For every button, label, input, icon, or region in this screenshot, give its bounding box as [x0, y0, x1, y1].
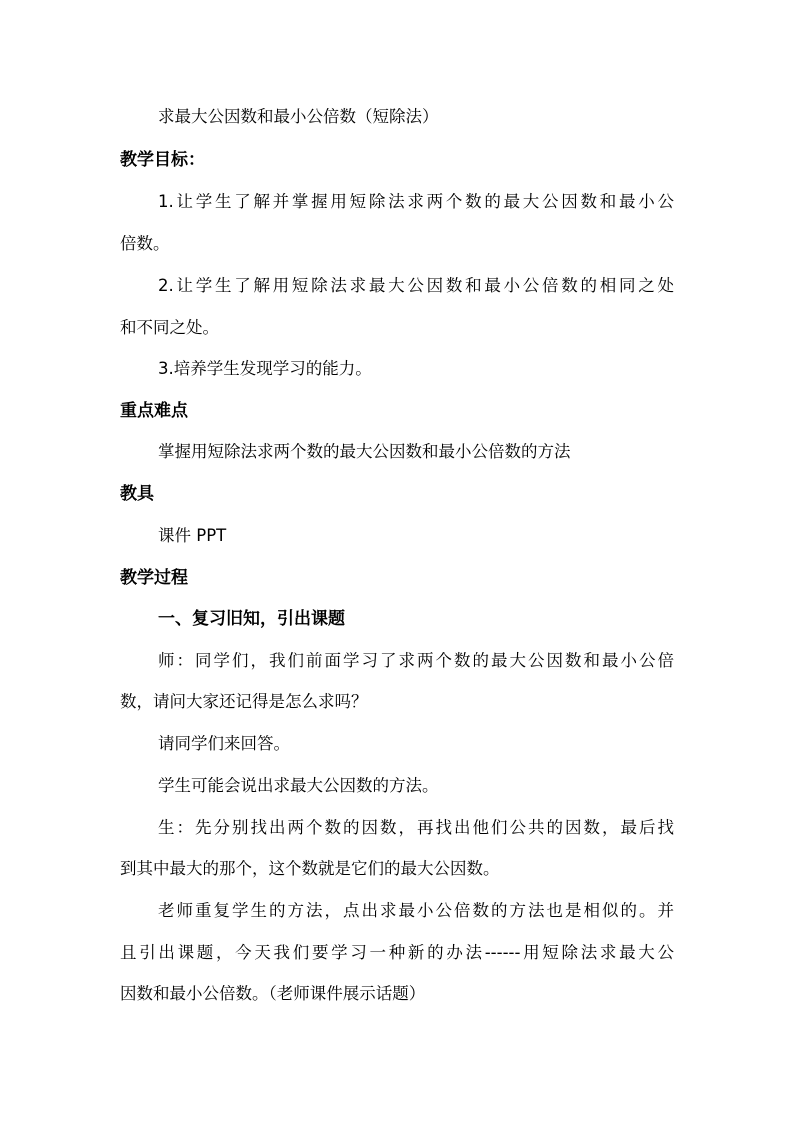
paragraph-1-line-2: 数，请问大家还记得是怎么求吗？ [120, 692, 368, 711]
objective-1-line-1: 1.让学生了解并掌握用短除法求两个数的最大公因数和最小公 [158, 192, 674, 211]
paragraph-4-line-1: 生：先分别找出两个数的因数，再找出他们公共的因数，最后找 [158, 818, 674, 837]
objective-2-line-1: 2.让学生了解用短除法求最大公因数和最小公倍数的相同之处 [158, 276, 674, 295]
paragraph-3: 学生可能会说出求最大公因数的方法。 [158, 776, 439, 795]
objective-1-line-2: 倍数。 [120, 234, 170, 253]
paragraph-2: 请同学们来回答。 [158, 734, 290, 753]
tools-heading: 教具 [120, 484, 154, 504]
paragraph-1-line-1: 师：同学们，我们前面学习了求两个数的最大公因数和最小公倍 [158, 651, 674, 670]
document-title: 求最大公因数和最小公倍数（短除法） [158, 107, 439, 126]
tools-text: 课件 PPT [158, 526, 227, 545]
paragraph-5-line-2: 且引出课题，今天我们要学习一种新的办法------用短除法求最大公 [120, 943, 674, 962]
key-points-text: 掌握用短除法求两个数的最大公因数和最小公倍数的方法 [158, 442, 571, 461]
objective-2-line-2: 和不同之处。 [120, 318, 219, 337]
step-1-heading: 一、复习旧知，引出课题 [158, 609, 345, 629]
key-points-heading: 重点难点 [120, 401, 188, 421]
objective-3: 3.培养学生发现学习的能力。 [158, 359, 372, 378]
paragraph-5-line-1: 老师重复学生的方法，点出求最小公倍数的方法也是相似的。并 [158, 901, 674, 920]
paragraph-4-line-2: 到其中最大的那个，这个数就是它们的最大公因数。 [120, 859, 500, 878]
objectives-heading: 教学目标： [120, 150, 205, 170]
process-heading: 教学过程 [120, 568, 188, 588]
paragraph-5-line-3: 因数和最小公倍数。（老师课件展示话题） [120, 984, 426, 1003]
